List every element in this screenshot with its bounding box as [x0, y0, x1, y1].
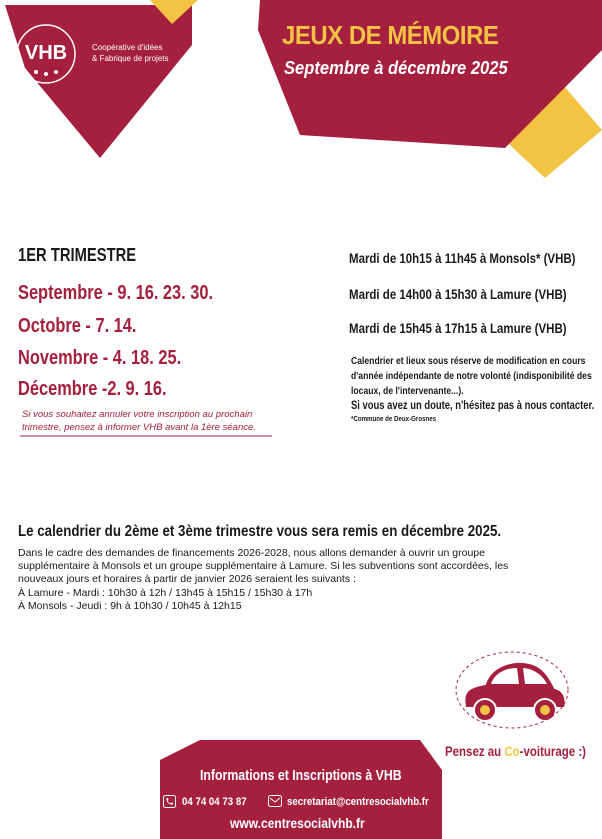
carpool-message: Pensez au Co-voiturage :)	[445, 743, 586, 759]
month-december: Décembre -2. 9. 16.	[18, 378, 167, 400]
trimester-heading: 1ER TRIMESTRE	[18, 245, 137, 265]
page-title: JEUX DE MÉMOIRE	[282, 20, 499, 50]
footer-email[interactable]: secretariat@centresocialvhb.fr	[287, 796, 429, 808]
vhb-logo	[14, 22, 78, 86]
cancel-note: Si vous souhaitez annuler votre inscription au prochain trimestre, pensez à informer VHB avant la 1ère séance.	[22, 409, 256, 433]
month-november: Novembre - 4. 18. 25.	[18, 347, 182, 369]
logo-lettering: VHB	[24, 42, 68, 64]
schedule-slot: Mardi de 10h15 à 11h45 à Monsols* (VHB)	[349, 250, 576, 266]
phone-icon	[163, 795, 176, 808]
footer-website[interactable]: www.centresocialvhb.fr	[230, 815, 365, 831]
calendar-heading: Le calendrier du 2ème et 3ème trimestre vous sera remis en décembre 2025.	[18, 523, 502, 540]
schedule-slot: Mardi de 14h00 à 15h30 à Lamure (VHB)	[349, 286, 567, 302]
month-september: Septembre - 9. 16. 23. 30.	[18, 282, 214, 304]
logo-tagline: Coopérative d'idées & Fabrique de projets	[92, 43, 169, 63]
page-subtitle: Septembre à décembre 2025	[284, 58, 508, 78]
footer-phone[interactable]: 04 74 04 73 87	[182, 796, 247, 808]
footer-info-title: Informations et Inscriptions à VHB	[200, 767, 402, 784]
schedule-slot: Mardi de 15h45 à 17h15 à Lamure (VHB)	[349, 320, 567, 336]
email-icon	[268, 795, 282, 807]
car-icon	[455, 648, 570, 730]
schedule-disclaimer: Calendrier et lieux sous réserve de modification en cours d'année indépendante de notre volonté (indisponibilité des locaux, de l'intervenante...). Si vous avez un doute, n'hésitez pas à nous contacter. *Commune de Deux-Grosnes	[351, 355, 595, 423]
calendar-body: Dans le cadre des demandes de financements 2026-2028, nous allons demander à ouvrir un groupe supplémentaire à Monsols et un groupe supplémentaire à Lamure. Si les subventions sont accordées, les nouveaux jours et horaires à partir de janvier 2026 seraient les suivants : À Lamure - Mardi : 10h30 à 12h / 13h45 à 15h15 / 15h30 à 17h À Monsols - Jeudi : 9h à 10h30 / 10h45 à 12h15	[18, 547, 509, 612]
month-october: Octobre - 7. 14.	[18, 315, 137, 337]
